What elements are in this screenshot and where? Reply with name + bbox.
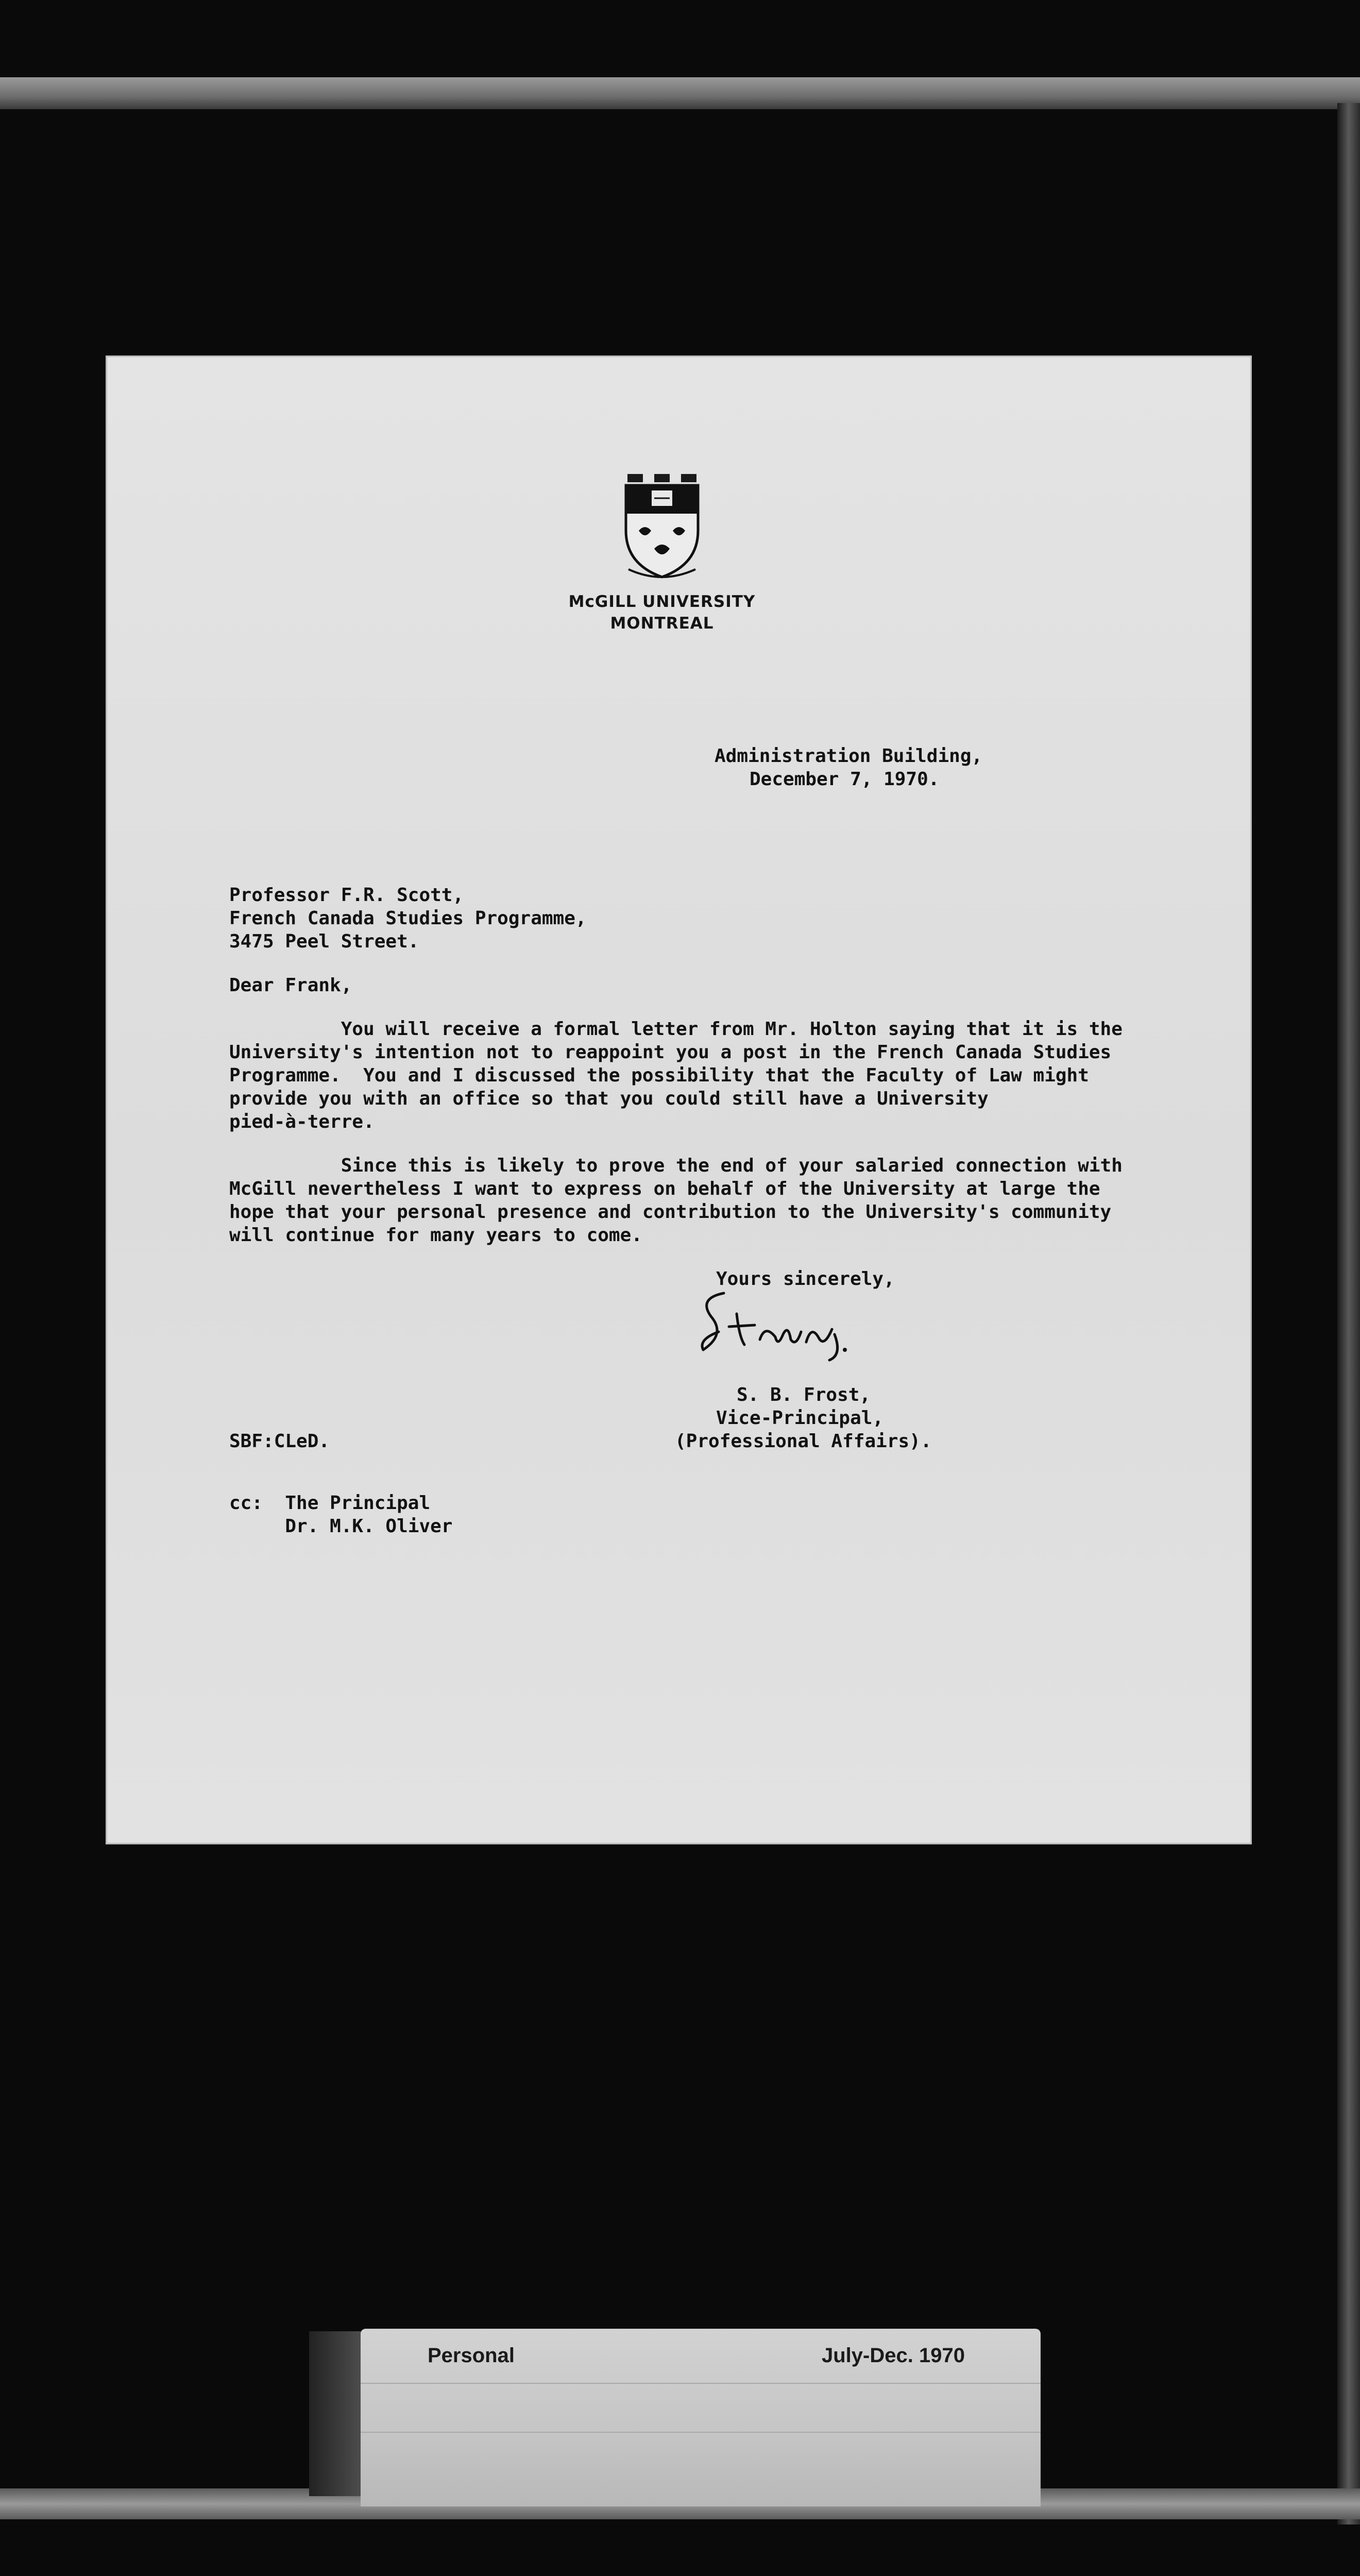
institution-city: MONTREAL [610,614,714,633]
body-line: Programme. You and I discussed the possibility that the Faculty of Law might [229,1065,1089,1086]
sender-address: Administration Building, [715,745,983,767]
recipient-line-3: 3475 Peel Street. [229,931,419,952]
cc-line-2: Dr. M.K. Oliver [229,1516,453,1537]
body-line: University's intention not to reappoint you a post in the French Canada Studies [229,1042,1112,1063]
letterhead [533,591,791,634]
signatory-name: S. B. Frost, [737,1384,871,1405]
body-line: hope that your personal presence and contribution to the University's community [229,1201,1112,1223]
letter-date: December 7, 1970. [750,769,940,790]
recipient-line-1: Professor F.R. Scott, [229,885,464,906]
film-edge-top [0,77,1360,109]
recipient-line-2: French Canada Studies Programme, [229,908,587,929]
closing: Yours sincerely, [716,1268,895,1290]
tab-rule [361,2383,1041,2384]
body-line: will continue for many years to come. [229,1225,642,1246]
file-folder-tab [361,2329,1041,2506]
body-line: You will receive a formal letter from Mr. Holton saying that it is the [229,1019,1123,1040]
reference-initials: SBF:CLeD. [229,1431,330,1452]
mcgill-crest-icon [623,474,701,582]
handwritten-signature [688,1278,858,1365]
salutation: Dear Frank, [229,975,352,996]
institution-name: McGILL UNIVERSITY [568,592,756,611]
folder-label-right: July-Dec. 1970 [822,2344,965,2367]
film-edge-right [1337,103,1360,2524]
signatory-title: Vice-Principal, [716,1408,884,1429]
body-line: McGill nevertheless I want to express on behalf of the University at large the [229,1178,1100,1199]
body-line: provide you with an office so that you could still have a University [229,1088,989,1109]
cc-line-1: cc: The Principal [229,1493,431,1514]
tab-rule [361,2432,1041,2433]
signatory-department: (Professional Affairs). [675,1431,932,1452]
folder-label-left: Personal [428,2344,515,2367]
body-line: Since this is likely to prove the end of your salaried connection with [229,1155,1123,1176]
body-line: pied-à-terre. [229,1111,375,1132]
letter-page [106,355,1252,1844]
